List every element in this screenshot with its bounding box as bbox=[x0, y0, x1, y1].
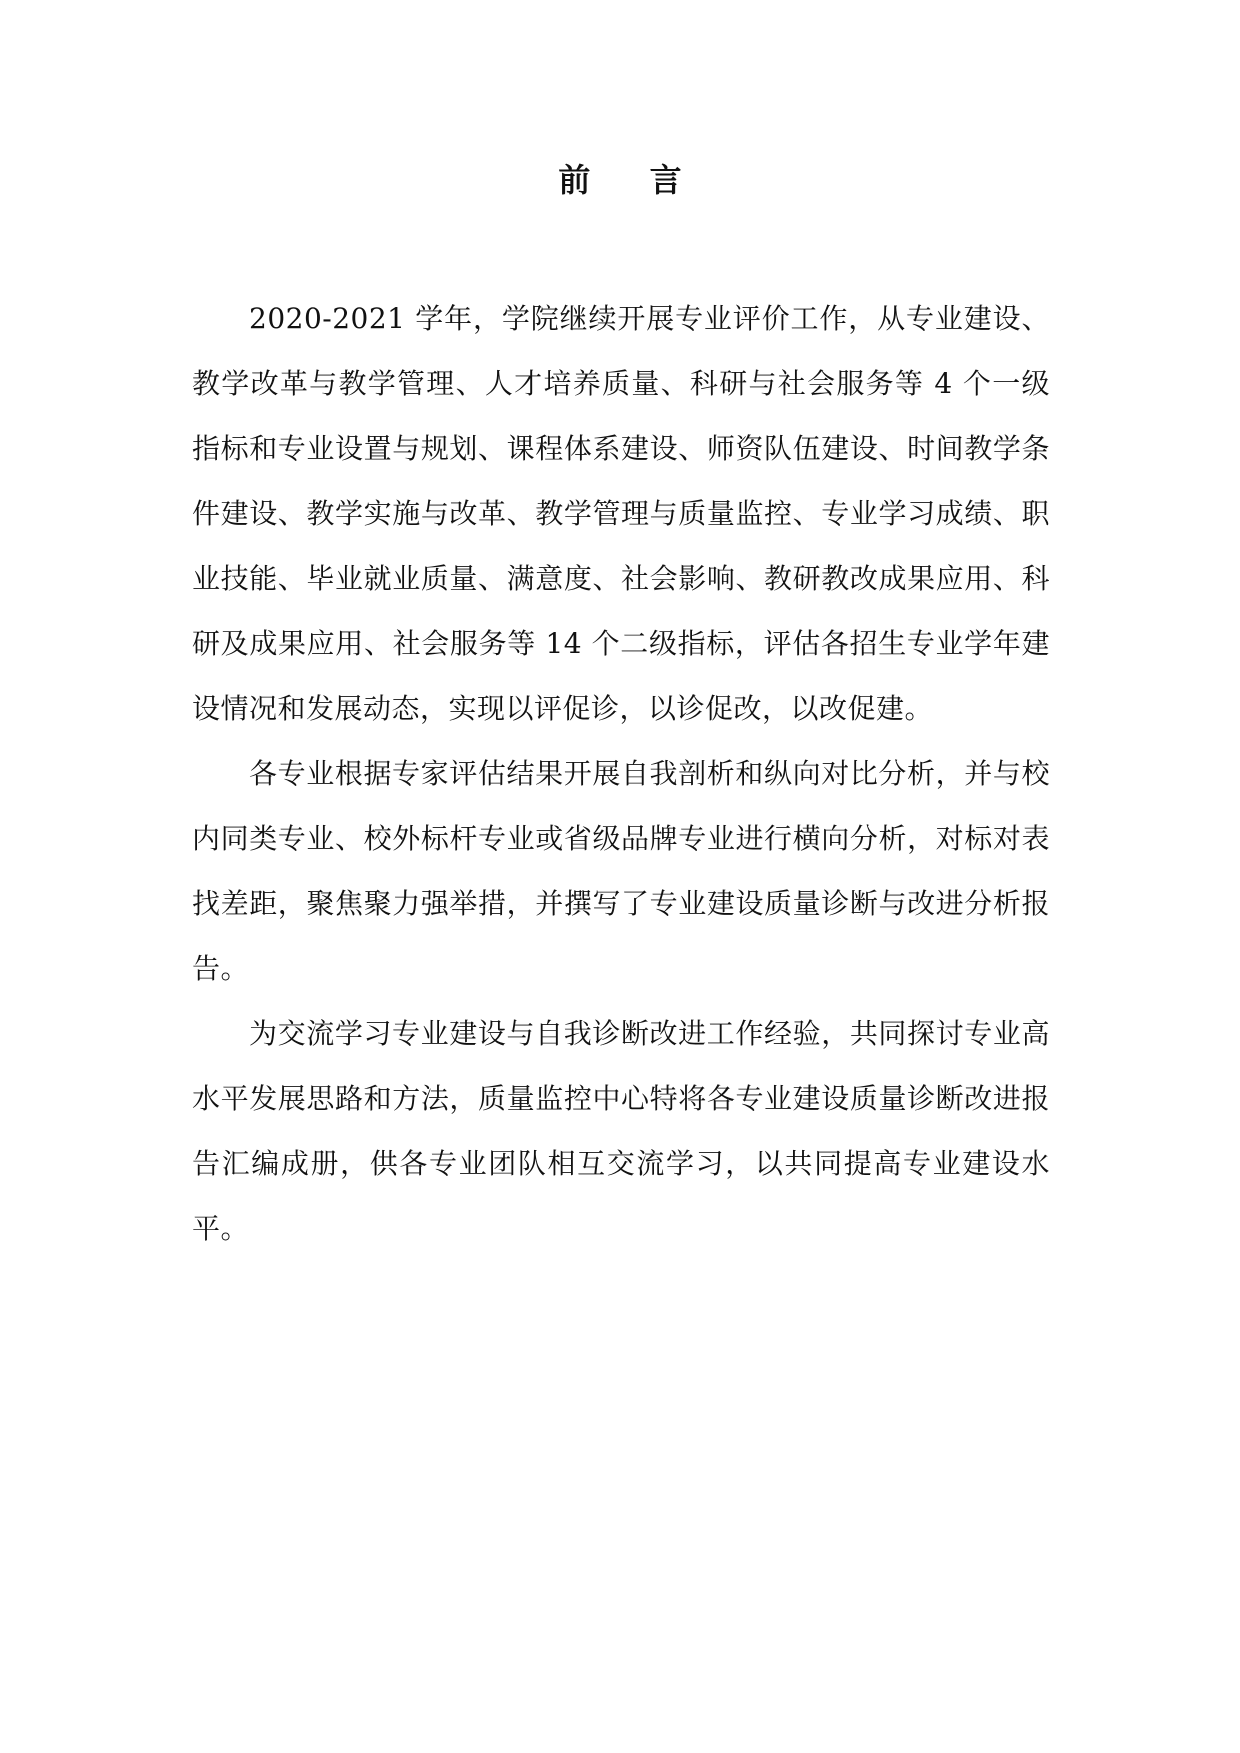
document-body bbox=[192, 286, 1050, 1261]
paragraph-1: 2020-2021 学年，学院继续开展专业评价工作，从专业建设、教学改革与教学管理、人才培养质量、科研与社会服务等 4 个一级指标和专业设置与规划、课程体系建设、师资队伍建设、时间教学条件建设、教学实施与改革、教学管理与质量监控、专业学习成绩、职业技能、毕业就业质量、满意度、社会影响、教研教改成果应用、科研及成果应用、社会服务等 14 个二级指标，评估各招生专业学年建设情况和发展动态，实现以评促诊，以诊促改，以改促建。 bbox=[192, 302, 1050, 725]
paragraph-3: 为交流学习专业建设与自我诊断改进工作经验，共同探讨专业高水平发展思路和方法，质量监控中心特将各专业建设质量诊断改进报告汇编成册，供各专业团队相互交流学习，以共同提高专业建设水平。 bbox=[192, 1017, 1050, 1245]
paragraph-2: 各专业根据专家评估结果开展自我剖析和纵向对比分析，并与校内同类专业、校外标杆专业或省级品牌专业进行横向分析，对标对表找差距，聚焦聚力强举措，并撰写了专业建设质量诊断与改进分析报告。 bbox=[192, 757, 1050, 985]
page-title: 前 言 bbox=[558, 161, 706, 199]
